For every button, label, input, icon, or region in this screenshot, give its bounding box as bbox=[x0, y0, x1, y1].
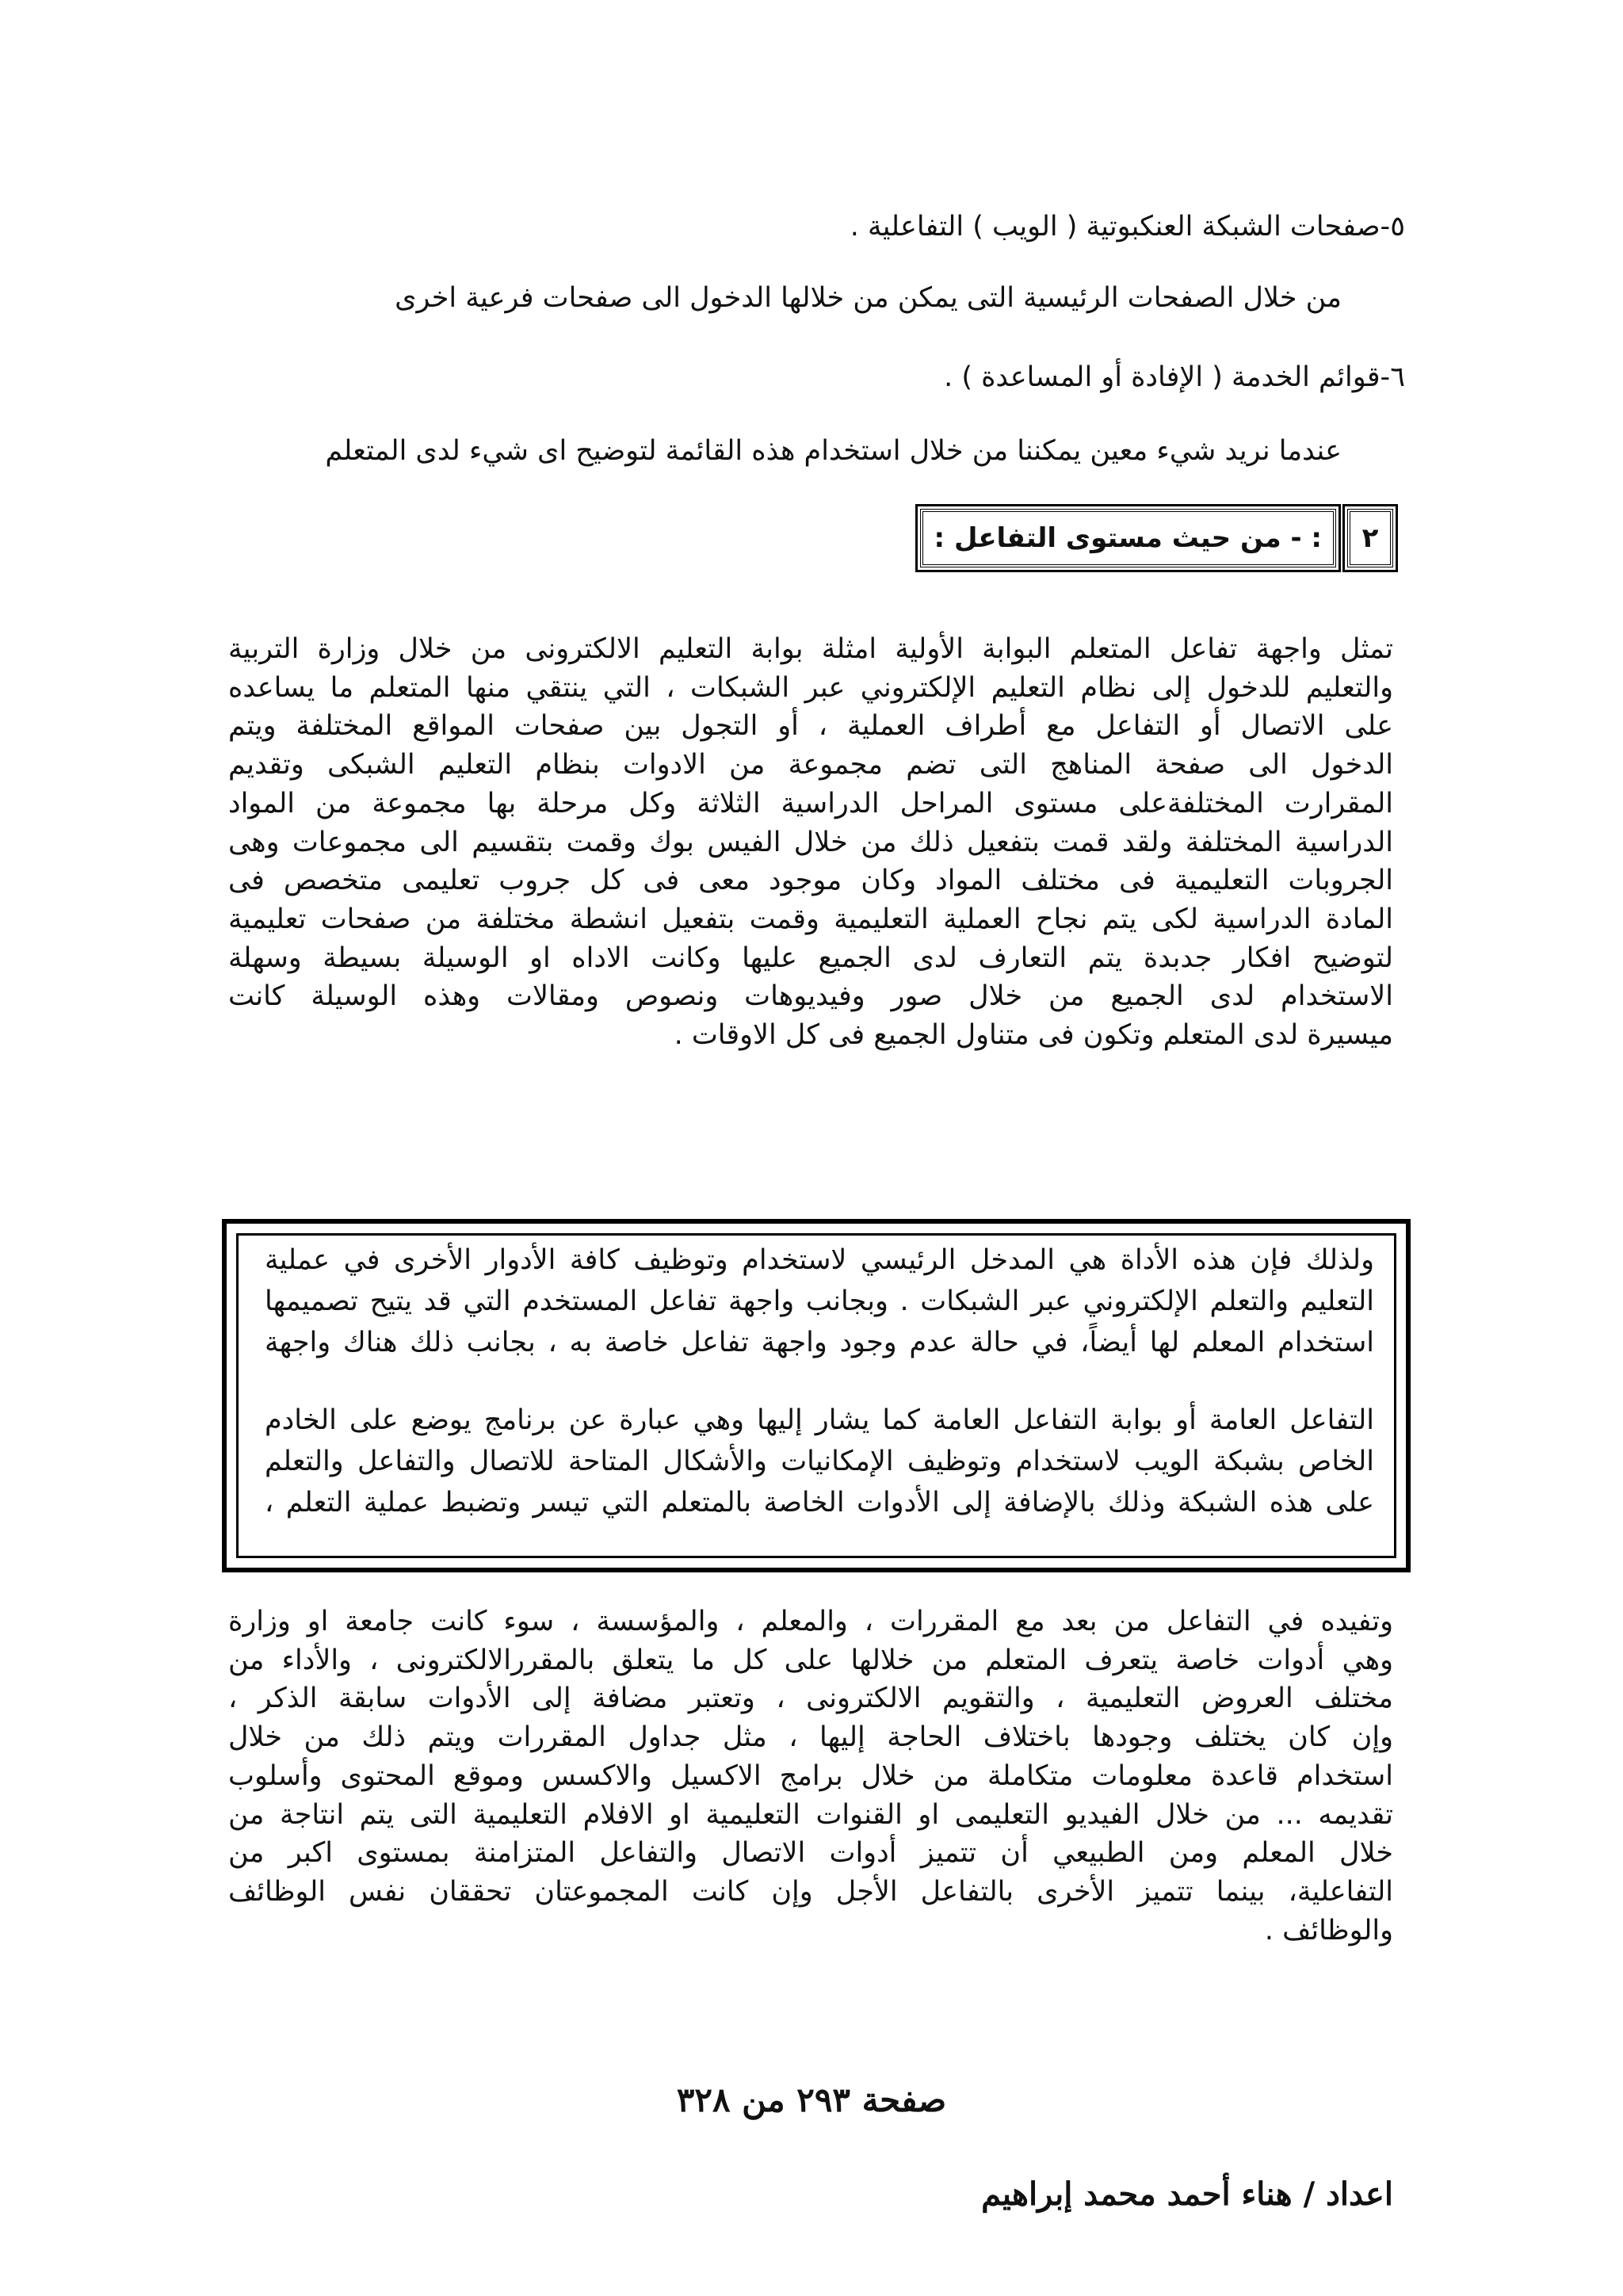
paragraph-line: والوظائف . bbox=[1264, 1914, 1393, 1946]
author-credit: اعداد / هناء أحمد محمد إبراهيم bbox=[981, 2176, 1393, 2213]
boxed-line: ولذلك فإن هذه الأداة هي المدخل الرئيسي لاستخدام وتوظيف كافة الأدوار الأخرى في عملية bbox=[265, 1244, 1374, 1276]
section-heading-title: : - من حيث مستوى التفاعل : bbox=[920, 509, 1336, 567]
list-item-web-pages-description: من خلال الصفحات الرئيسية التى يمكن من خلالها الدخول الى صفحات فرعية اخرى bbox=[395, 282, 1342, 314]
paragraph-line: الاستخدام لدى الجميع من خلال صور وفيديوهات ونصوص ومقالات وهذه الوسيلة كانت bbox=[228, 980, 1393, 1013]
paragraph-tools bbox=[228, 1603, 1393, 1950]
paragraph-line: تقديمه ... من خلال الفيديو التعليمى او القنوات التعليمية او الافلام التعليمية التى يتم انتاجة من bbox=[228, 1798, 1393, 1831]
paragraph-line: وهي أدوات خاصة يتعرف المتعلم من خلالها على كل ما يتعلق بالمقررالالكترونى ، والأداء من bbox=[228, 1644, 1393, 1676]
paragraph-line: الدخول الى صفحة المناهج التى تضم مجموعة من الادوات بنظام التعليم الشبكى وتقديم bbox=[228, 749, 1393, 781]
paragraph-line: وتفيده في التفاعل من بعد مع المقررات ، والمعلم ، والمؤسسة ، سوء كانت جامعة او وزارة bbox=[228, 1606, 1393, 1637]
boxed-line: التعليم والتعلم الإلكتروني عبر الشبكات . وبجانب واجهة تفاعل المستخدم التي قد يتيح تصميمها bbox=[265, 1286, 1374, 1317]
paragraph-line: وإن كان يختلف وجودها باختلاف الحاجة إليها ، مثل جداول المقررات ويتم ذلك من خلال bbox=[228, 1721, 1393, 1754]
boxed-paragraph-1 bbox=[265, 1240, 1374, 1363]
boxed-line: الخاص بشبكة الويب لاستخدام وتوظيف الإمكانيات والأشكال المتاحة للاتصال والتفاعل والتعلم bbox=[265, 1446, 1374, 1477]
paragraph-line: استخدام قاعدة معلومات متكاملة من خلال برامج الاكسيل والاكسس وموقع المحتوى وأسلوب bbox=[228, 1759, 1393, 1792]
paragraph-line: المقرارت المختلفةعلى مستوى المراحل الدراسية الثلاثة وكل مرحلة بها مجموعة من المواد bbox=[228, 787, 1393, 819]
paragraph-line: تمثل واجهة تفاعل المتعلم البوابة الأولية امثلة بوابة التعليم الالكترونى من خلال وزارة التربية bbox=[228, 633, 1393, 665]
boxed-text-frame bbox=[222, 1219, 1411, 1572]
paragraph-line: ميسيرة لدى المتعلم وتكون فى متناول الجميع فى كل الاوقات . bbox=[674, 1019, 1393, 1052]
paragraph-interaction-portal bbox=[228, 630, 1393, 1055]
paragraph-line: والتعليم للدخول إلى نظام التعليم الإلكتروني عبر الشبكات ، التي ينتقي منها المتعلم ما يساعده bbox=[228, 671, 1393, 704]
list-item-service-menus-description: عندما نريد شيء معين يمكننا من خلال استخدام هذه القائمة لتوضيح اى شيء لدى المتعلم bbox=[325, 435, 1342, 467]
page-number: صفحة ٢٩٣ من ٣٢٨ bbox=[676, 2080, 947, 2119]
paragraph-line: خلال المعلم ومن الطبيعي أن تتميز أدوات الاتصال والتفاعل المتزامنة بمستوى اكبر من bbox=[228, 1837, 1393, 1870]
paragraph-line: مختلف العروض التعليمية ، والتقويم الالكترونى ، وتعتبر مضافة إلى الأدوات سابقة الذكر ، bbox=[228, 1683, 1393, 1715]
boxed-paragraph-2 bbox=[265, 1400, 1374, 1523]
paragraph-line: لتوضيح افكار جدبدة يتم التعارف لدى الجميع عليها وكانت الاداه او الوسيلة بسيطة وسهلة bbox=[228, 942, 1393, 974]
section-heading-number: ٢ bbox=[1347, 509, 1393, 567]
paragraph-line: على الاتصال أو التفاعل مع أطراف العملية ، أو التجول بين صفحات المواقع المختلفة ويتم bbox=[228, 710, 1393, 743]
paragraph-line: الدراسية المختلفة ولقد قمت بتفعيل ذلك من خلال الفيس بوك وقمت بتقسيم الى مجموعات وهى bbox=[228, 826, 1393, 858]
paragraph-line: الجروبات التعليمية فى مختلف المواد وكان موجود معى فى كل جروب تعليمى متخصص فى bbox=[228, 865, 1393, 897]
list-item-web-pages: ٥-صفحات الشبكة العنكبوتية ( الويب ) التفاعلية . bbox=[850, 211, 1405, 243]
paragraph-line: التفاعلية، بينما تتميز الأخرى بالتفاعل الأجل وإن كانت المجموعتان تحققان نفس الوظائف bbox=[228, 1875, 1393, 1908]
paragraph-line: المادة الدراسية لكى يتم نجاح العملية التعليمية وقمت بتفعيل انشطة مختلفة من صفحات تعليمية bbox=[228, 903, 1393, 935]
boxed-line: التفاعل العامة أو بوابة التفاعل العامة كما يشار إليها وهي عبارة عن برنامج يوضع على الخادم bbox=[265, 1404, 1374, 1436]
section-heading bbox=[920, 509, 1393, 567]
list-item-service-menus: ٦-قوائم الخدمة ( الإفادة أو المساعدة ) . bbox=[944, 361, 1405, 393]
boxed-line: على هذه الشبكة وذلك بالإضافة إلى الأدوات الخاصة بالمتعلم التي تيسر وتضبط عملية التعلم ، bbox=[265, 1487, 1374, 1519]
boxed-line: استخدام المعلم لها أيضاً، في حالة عدم وجود واجهة تفاعل خاصة به ، بجانب ذلك هناك واجهة bbox=[265, 1327, 1374, 1358]
